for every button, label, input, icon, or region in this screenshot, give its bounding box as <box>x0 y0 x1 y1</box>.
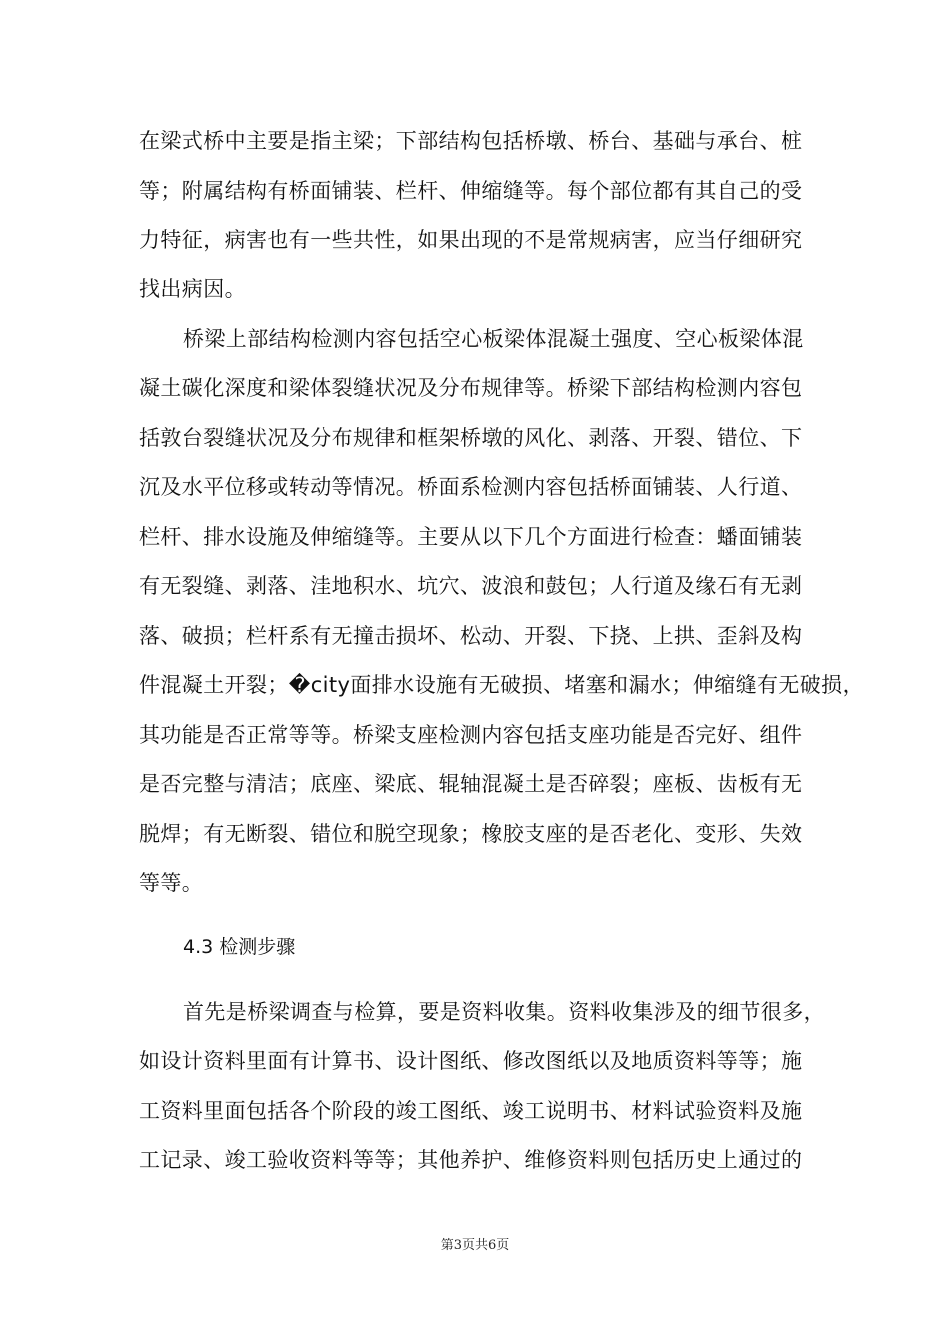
paragraph-2-line-4: 沉及水平位移或转动等情况。桥面系检测内容包括桥面铺装、人行道、 <box>139 475 803 499</box>
paragraph-2-line-5: 栏杆、排水设施及伸缩缝等。主要从以下几个方面进行检查：蟠面铺装 <box>139 525 803 549</box>
paragraph-2-line-11: 脱焊；有无断裂、错位和脱空现象；橡胶支座的是否老化、变形、失效 <box>139 822 803 846</box>
page-number-footer: 第3页共6页 <box>440 1238 510 1253</box>
paragraph-2-line-1: 桥梁上部结构检测内容包括空心板梁体混凝土强度、空心板梁体混 <box>183 327 804 351</box>
paragraph-2-line-9: 其功能是否正常等等。桥梁支座检测内容包括支座功能是否完好、组件 <box>139 723 803 747</box>
paragraph-3-line-1: 首先是桥梁调查与检算，要是资料收集。资料收集涉及的细节很多， <box>183 1000 825 1024</box>
paragraph-2-line-3: 括敦台裂缝状况及分布规律和框架桥墩的风化、剥落、开裂、错位、下 <box>139 426 803 450</box>
paragraph-1-line-3: 力特征，病害也有一些共性，如果出现的不是常规病害，应当仔细研究 <box>139 228 803 252</box>
section-heading: 4.3 检测步骤 <box>183 936 296 958</box>
paragraph-3-line-2: 如设计资料里面有计算书、设计图纸、修改图纸以及地质资料等等；施 <box>139 1049 803 1073</box>
paragraph-2-line-12: 等等。 <box>139 871 204 895</box>
paragraph-3-line-3: 工资料里面包括各个阶段的竣工图纸、竣工说明书、材料试验资料及施 <box>139 1099 803 1123</box>
paragraph-3-line-4: 工记录、竣工验收资料等等；其他养护、维修资料则包括历史上通过的 <box>139 1148 803 1172</box>
paragraph-1-line-4: 找出病因。 <box>139 277 246 301</box>
paragraph-2-line-7: 落、破损；栏杆系有无撞击损坏、松动、开裂、下挠、上拱、歪斜及构 <box>139 624 803 648</box>
paragraph-2-line-2: 凝土碳化深度和梁体裂缝状况及分布规律等。桥梁下部结构检测内容包 <box>139 376 803 400</box>
paragraph-2-line-10: 是否完整与清洁；底座、梁底、辊轴混凝土是否碎裂；座板、齿板有无 <box>139 772 803 796</box>
paragraph-2-line-6: 有无裂缝、剥落、洼地积水、坑穴、波浪和鼓包；人行道及缘石有无剥 <box>139 574 803 598</box>
paragraph-2-line-8: 件混凝土开裂；�city面排水设施有无破损、堵塞和漏水；伸缩缝有无破损， <box>139 673 864 697</box>
paragraph-1-line-1: 在梁式桥中主要是指主梁；下部结构包括桥墩、桥台、基础与承台、桩 <box>139 129 803 153</box>
paragraph-1-line-2: 等；附属结构有桥面铺装、栏杆、伸缩缝等。每个部位都有其自己的受 <box>139 179 803 203</box>
